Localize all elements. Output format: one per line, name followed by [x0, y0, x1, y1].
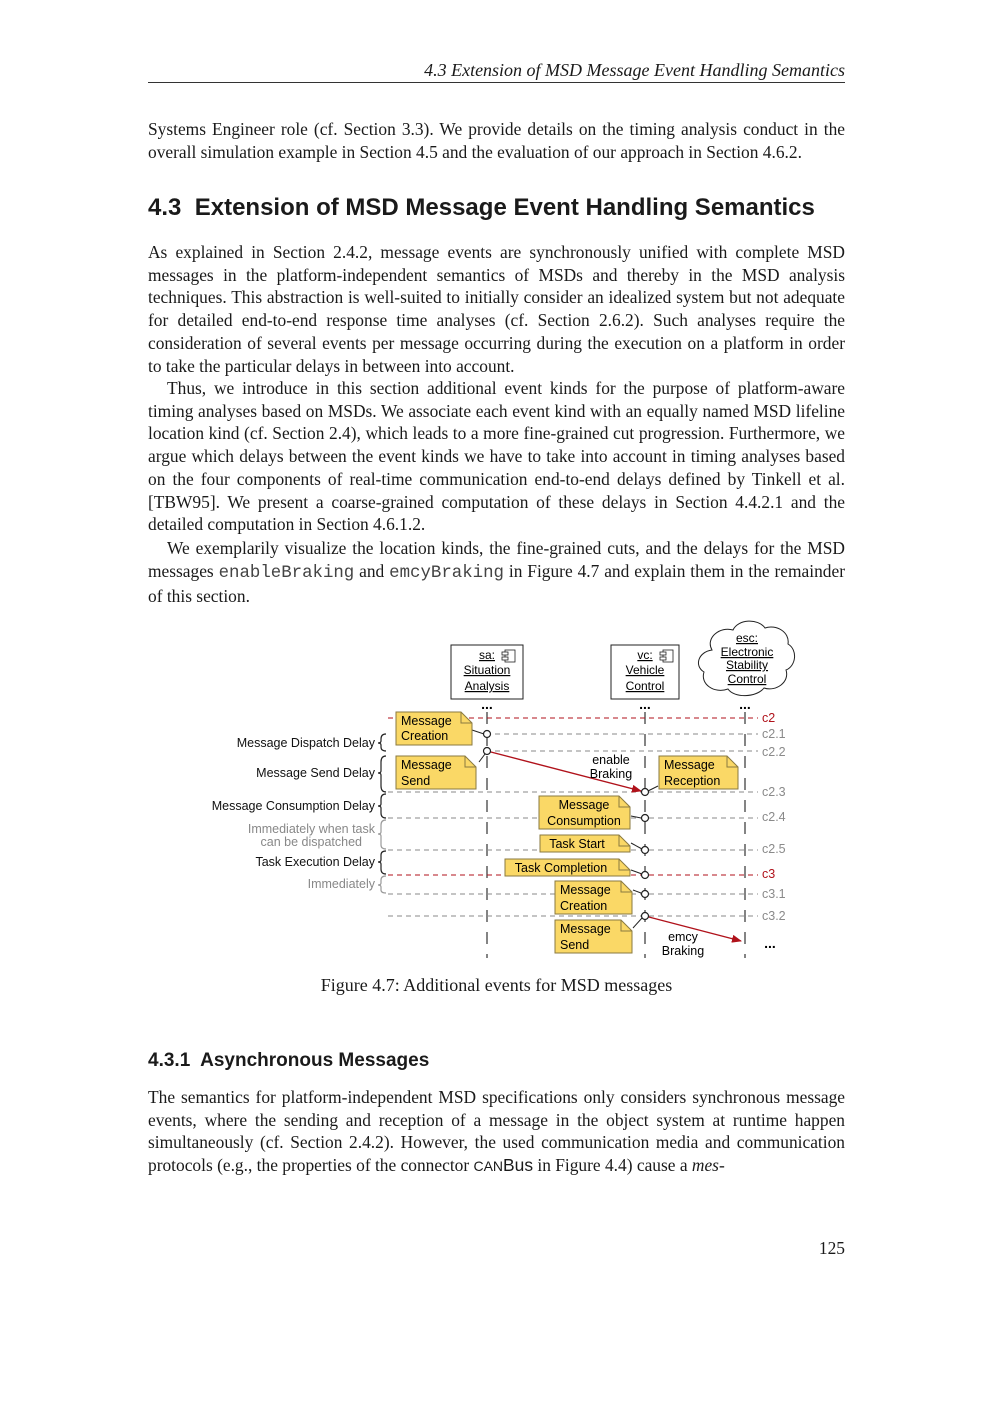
section-paragraph-1: As explained in Section 2.4.2, message events are synchronously unified with complete MSD messages in the platform-independent semantics of MSDs and thereby in the MSD analysis techniques. This abstraction is well-suited to initially consider an idealized system but not adequate for detailed end-to-end response time analyses (cf. Section 2.6.2). Such analyses require the consideration of several events per message occurring during the execution on a platform in order to take the particular delays in between into account.	[148, 242, 845, 376]
code-enablebraking: enableBraking	[218, 563, 355, 583]
section-title: Extension of MSD Message Event Handling Semantics	[194, 194, 815, 221]
note-text: Task Start	[549, 837, 605, 851]
p3-text-end: in Figure 4.7 and explain them in the remainder of this section.	[148, 560, 845, 607]
sub-p1-text-start: The semantics for platform-independent MSD specifications only considers synchronous message events, where the sending and reception of a message in the object system at runtime happen simultaneously (cf. Section 2.4.2). However, the used communication media and communication protocols (e.g., the properties of the connector	[148, 1087, 845, 1176]
subsection-title: Asynchronous Messages	[200, 1050, 430, 1071]
cut-label-c2-1: c2.1	[762, 727, 786, 741]
subsection-paragraph-1	[148, 1086, 845, 1178]
lifeline-esc-ellipsis: ...	[739, 696, 751, 712]
sub-p1-italic: mes-	[691, 1155, 725, 1176]
cut-label-c3-2: c3.2	[762, 909, 786, 923]
note-text: Message	[558, 798, 610, 812]
cut-label-c3: c3	[762, 867, 776, 881]
lifeline-vc-line2: Vehicle	[625, 663, 665, 677]
sequence-diagram	[0, 600, 1000, 970]
delay-dispatch: Message Dispatch Delay	[236, 736, 375, 750]
note-text: Send	[560, 938, 590, 952]
lifeline-head-esc	[698, 621, 794, 696]
p3-text-mid: and	[354, 560, 390, 581]
header-rule	[148, 82, 845, 83]
delay-braces	[378, 734, 386, 893]
lifeline-sa-line2: Situation	[463, 663, 511, 677]
section-paragraph-2: Thus, we introduce in this section additional event kinds for the purpose of platform-aware timing analyses based on MSDs. We associate each event kind with an equally named MSD lifeline location kind (cf. Section 2.4), which leads to a more fine-grained cut progression. Furthermore, we argue which delays between the event kinds we have to take into account in timing analyses based on the four components of real-time communication end-to-end delays defined by Tinkell et al. [TBW95]. We present a coarse-grained computation of these delays in Section 4.4.2.1 and the detailed computation in Section 4.6.1.2.	[148, 378, 845, 535]
delay-consumption: Message Consumption Delay	[211, 799, 375, 813]
delay-immediately-task-2: can be dispatched	[260, 835, 362, 849]
delay-execution: Task Execution Delay	[255, 855, 375, 869]
note-text: Creation	[560, 899, 608, 913]
note-text: Consumption	[547, 814, 621, 828]
lifeline-esc-line2: Electronic	[720, 645, 774, 659]
message-emcy-line1: emcy	[668, 930, 698, 944]
note-task-start	[540, 835, 630, 852]
delay-immediately: Immediately	[307, 877, 375, 891]
message-emcy-line2: Braking	[661, 944, 705, 958]
note-text: Message	[401, 714, 452, 728]
lifeline-sa-line3: Analysis	[464, 679, 510, 693]
note-message-send-2	[555, 920, 632, 953]
lifeline-vc-ellipsis: ...	[639, 696, 651, 712]
code-emcybraking: emcyBraking	[389, 563, 504, 583]
lifeline-esc-line3: Stability	[725, 658, 769, 672]
intro-paragraph: Systems Engineer role (cf. Section 3.3). We provide details on the timing analysis conduct in the overall simulation example in Section 4.5 and the evaluation of our approach in Section 4.6.2.	[148, 119, 845, 162]
lifeline-sa-ellipsis: ...	[481, 696, 493, 712]
figure-caption: Figure 4.7: Additional events for MSD messages	[320, 975, 673, 995]
connector-name-rest: Bus	[503, 1155, 534, 1176]
cut-label-c2-5: c2.5	[762, 842, 786, 856]
note-message-send-1	[396, 756, 476, 789]
lifeline-esc-line4: Control	[727, 672, 767, 686]
note-message-creation-2	[555, 881, 632, 914]
lifeline-vc-line3: Control	[625, 679, 665, 693]
figure-4-7	[0, 600, 1000, 970]
note-text: Message	[560, 922, 611, 936]
section-paragraph-3	[148, 537, 845, 608]
note-text: Reception	[664, 774, 721, 788]
lifeline-vc-name: vc:	[637, 648, 653, 662]
trailing-ellipsis: ...	[764, 935, 776, 951]
cut-label-c2-3: c2.3	[762, 785, 786, 799]
note-message-reception	[659, 756, 738, 789]
lifeline-esc-name: esc:	[735, 631, 759, 645]
cut-label-c2-2: c2.2	[762, 745, 786, 759]
running-head: 4.3 Extension of MSD Message Event Handling Semantics	[424, 60, 845, 80]
connector-name-caps: CAN	[473, 1158, 504, 1175]
p3-text-start: We exemplarily visualize the location kinds, the fine-grained cuts, and the delays for the MSD messages	[148, 538, 845, 581]
note-task-completion	[505, 859, 630, 876]
lifeline-head-vc	[611, 645, 679, 699]
note-text: Creation	[401, 729, 449, 743]
section-number: 4.3	[148, 194, 182, 221]
lifeline-head-sa	[451, 645, 523, 699]
note-text: Send	[401, 774, 431, 788]
note-text: Message	[664, 758, 715, 772]
cut-labels	[762, 711, 786, 923]
message-enable-line2: Braking	[589, 767, 633, 781]
note-message-consumption	[539, 796, 630, 829]
lifeline-sa-name: sa:	[478, 648, 496, 662]
subsection-heading	[148, 1050, 429, 1072]
delay-send: Message Send Delay	[256, 766, 375, 780]
subsection-number: 4.3.1	[148, 1050, 191, 1071]
cut-label-c2-4: c2.4	[762, 810, 786, 824]
delay-immediately-task-1: Immediately when task	[247, 822, 375, 836]
connector-name	[473, 1155, 533, 1175]
delay-labels	[212, 736, 376, 891]
cut-label-c2: c2	[762, 711, 776, 725]
message-enable-line1: enable	[592, 753, 630, 767]
note-text: Message	[401, 758, 452, 772]
note-text: Message	[560, 883, 611, 897]
cut-label-c3-1: c3.1	[762, 887, 786, 901]
section-heading	[148, 194, 815, 222]
page-number: 125	[818, 1238, 845, 1258]
note-message-creation-1	[396, 712, 472, 745]
sub-p1-text-mid: in Figure 4.4) cause a	[533, 1155, 692, 1176]
note-text: Task Completion	[514, 861, 608, 875]
